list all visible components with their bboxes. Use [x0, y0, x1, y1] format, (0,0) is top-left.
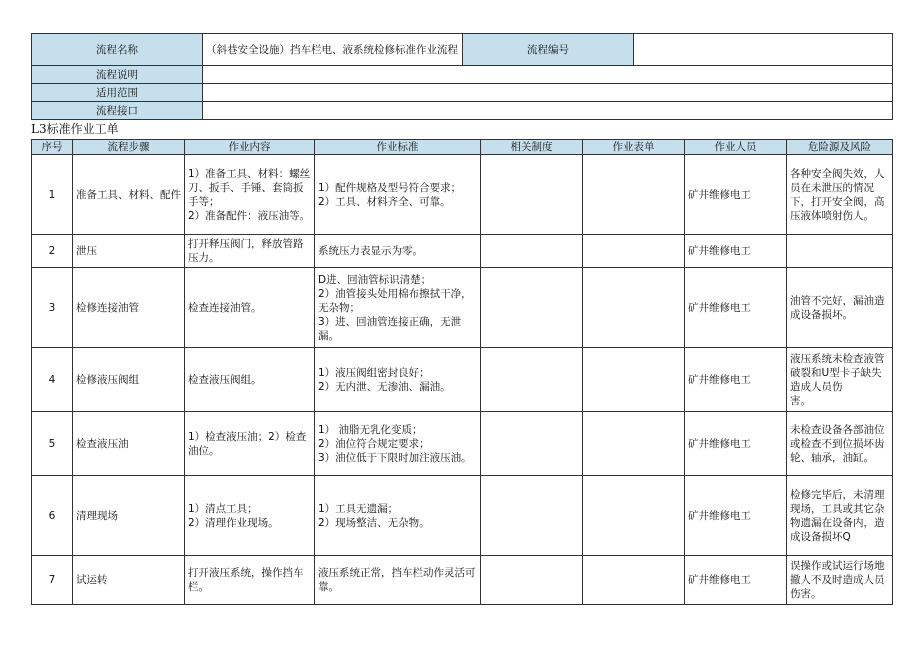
- form-cell: [583, 268, 685, 348]
- risk-cell: 检修完毕后，未清理现场，工具或其它杂物遗漏在设备内，造成设备损坏Q: [787, 476, 893, 556]
- system-cell: [481, 556, 583, 605]
- system-cell: [481, 268, 583, 348]
- table-header-row: [32, 140, 893, 155]
- risk-cell: [787, 235, 893, 268]
- risk-cell: 各种安全阀失效，人员在未泄压的情况下，打开安全阀，高压液体喷射伤人。: [787, 155, 893, 235]
- system-cell: [481, 235, 583, 268]
- staff-cell: 矿井维修电工: [685, 348, 787, 412]
- column-header: 作业标准: [315, 140, 481, 155]
- system-cell: [481, 348, 583, 412]
- process-info-table: [31, 33, 893, 120]
- table-row: [32, 556, 893, 605]
- risk-cell: 油管不完好，漏油造成设备损坏。: [787, 268, 893, 348]
- standard-cell: 1）液压阀组密封良好； 2）无内泄、无渗油、漏油。: [315, 348, 481, 412]
- staff-cell: 矿井维修电工: [685, 268, 787, 348]
- table-row: [32, 348, 893, 412]
- standard-cell: 1）工具无遗漏； 2）现场整洁、无杂物。: [315, 476, 481, 556]
- column-header: 作业人员: [685, 140, 787, 155]
- interface-value[interactable]: [203, 102, 893, 120]
- standard-cell: D进、回油管标识清楚； 2）油管接头处用棉布擦拭干净，无杂物； 3）进、回油管连接正确，无泄漏。: [315, 268, 481, 348]
- standard-cell: 液压系统正常，挡车栏动作灵活可靠。: [315, 556, 481, 605]
- form-cell: [583, 556, 685, 605]
- interface-label: 流程接口: [32, 102, 203, 120]
- content-cell: 打开液压系统，操作挡车栏。: [185, 556, 315, 605]
- content-cell: 检查液压阀组。: [185, 348, 315, 412]
- form-cell: [583, 155, 685, 235]
- column-header: 危险源及风险: [787, 140, 893, 155]
- process-desc-label: 流程说明: [32, 66, 203, 84]
- step-cell: 试运转: [73, 556, 185, 605]
- column-header: 序号: [32, 140, 73, 155]
- process-desc-value[interactable]: [203, 66, 893, 84]
- row-number: 3: [32, 268, 73, 348]
- content-cell: 1）准备工具、材料：螺丝刀、扳手、手锤、套筒扳手等； 2）准备配件：液压油等。: [185, 155, 315, 235]
- form-cell: [583, 412, 685, 476]
- process-code-value[interactable]: [634, 34, 893, 66]
- row-number: 1: [32, 155, 73, 235]
- standard-cell: 1） 油脂无乳化变质； 2）油位符合规定要求； 3）油位低于下限时加注液压油。: [315, 412, 481, 476]
- step-cell: 清理现场: [73, 476, 185, 556]
- column-header: 作业内容: [185, 140, 315, 155]
- step-cell: 泄压: [73, 235, 185, 268]
- row-number: 4: [32, 348, 73, 412]
- content-cell: 1）清点工具； 2）清理作业现场。: [185, 476, 315, 556]
- step-cell: 检修液压阀组: [73, 348, 185, 412]
- step-cell: 准备工具、材料、配件: [73, 155, 185, 235]
- row-number: 7: [32, 556, 73, 605]
- table-row: [32, 235, 893, 268]
- table-row: [32, 268, 893, 348]
- standard-cell: 1）配件规格及型号符合要求； 2）工具、材料齐全、可靠。: [315, 155, 481, 235]
- process-name-label: 流程名称: [32, 34, 203, 66]
- content-cell: 打开释压阀门，释放管路压力。: [185, 235, 315, 268]
- table-row: [32, 476, 893, 556]
- system-cell: [481, 476, 583, 556]
- form-cell: [583, 476, 685, 556]
- row-number: 5: [32, 412, 73, 476]
- scope-label: 适用范围: [32, 84, 203, 102]
- form-cell: [583, 348, 685, 412]
- row-number: 6: [32, 476, 73, 556]
- table-row: [32, 155, 893, 235]
- column-header: 相关制度: [481, 140, 583, 155]
- column-header: 流程步骤: [73, 140, 185, 155]
- system-cell: [481, 155, 583, 235]
- scope-value[interactable]: [203, 84, 893, 102]
- staff-cell: 矿井维修电工: [685, 412, 787, 476]
- content-cell: 检查连接油管。: [185, 268, 315, 348]
- process-code-label: 流程编号: [463, 34, 634, 66]
- work-order-table: [31, 139, 893, 605]
- table-row: [32, 412, 893, 476]
- staff-cell: 矿井维修电工: [685, 556, 787, 605]
- process-name-value: （斜巷安全设施）挡车栏电、液系统检修标准作业流程: [203, 34, 463, 66]
- form-cell: [583, 235, 685, 268]
- staff-cell: 矿井维修电工: [685, 476, 787, 556]
- content-cell: 1）检查液压油；2）检查油位。: [185, 412, 315, 476]
- risk-cell: 未检查设备各部油位或检查不到位损坏齿轮、轴承，油缸。: [787, 412, 893, 476]
- standard-cell: 系统压力表显示为零。: [315, 235, 481, 268]
- step-cell: 检修连接油管: [73, 268, 185, 348]
- staff-cell: 矿井维修电工: [685, 155, 787, 235]
- row-number: 2: [32, 235, 73, 268]
- risk-cell: 误操作或试运行场地撤人不及时造成人员伤害。: [787, 556, 893, 605]
- column-header: 作业表单: [583, 140, 685, 155]
- risk-cell: 液压系统未检查液管破裂和U型卡子缺失造成人员伤 害。: [787, 348, 893, 412]
- system-cell: [481, 412, 583, 476]
- step-cell: 检查液压油: [73, 412, 185, 476]
- staff-cell: 矿井维修电工: [685, 235, 787, 268]
- section-title: L3标准作业工单: [31, 122, 119, 136]
